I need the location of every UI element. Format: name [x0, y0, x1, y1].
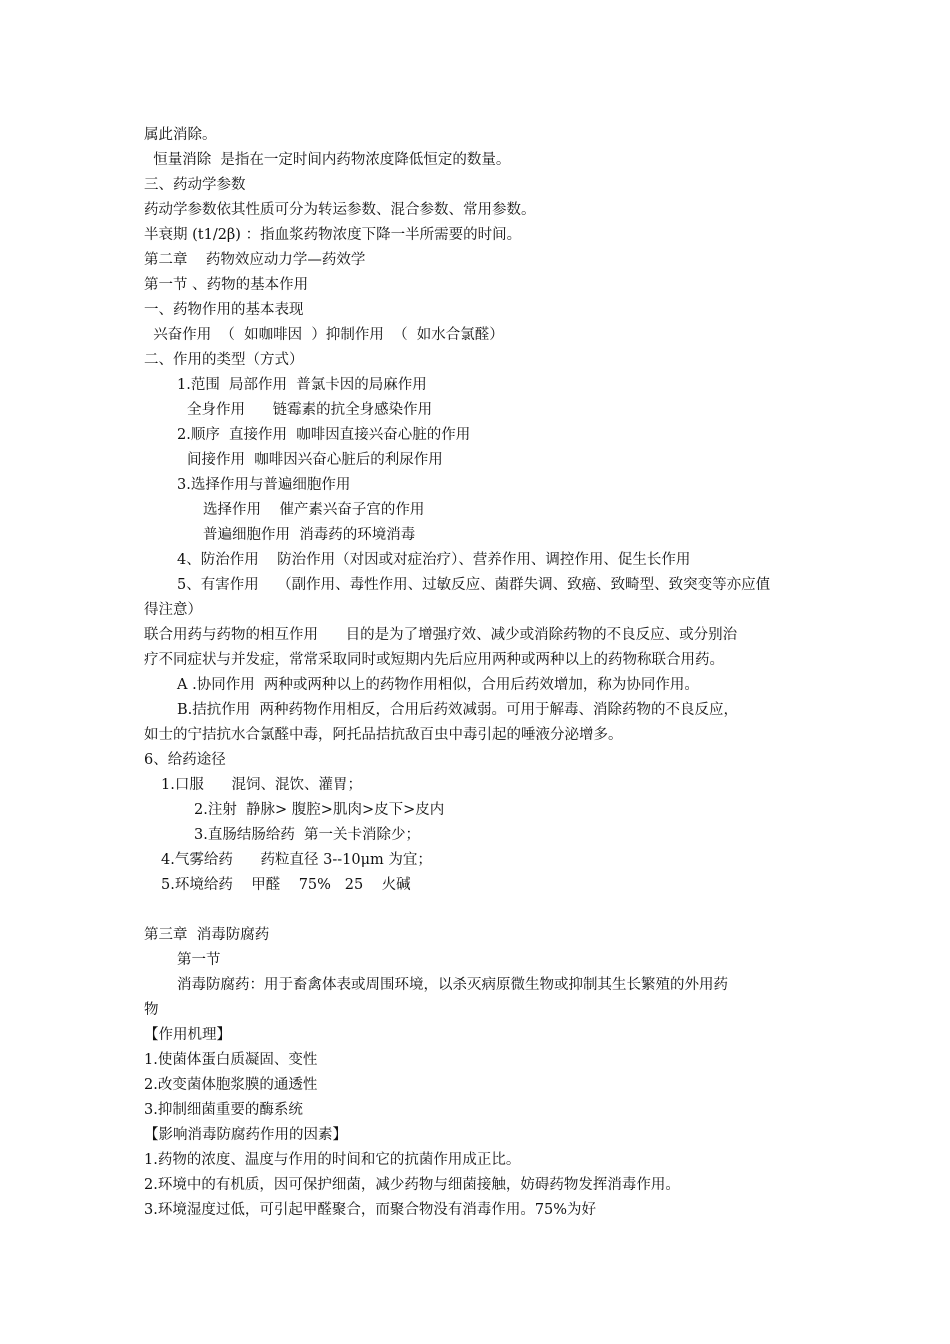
list-item: 5.环境给药 甲醛 75% 25 火碱 [161, 877, 411, 893]
paragraph-line: 如士的宁拮抗水合氯醛中毒，阿托品拮抗敌百虫中毒引起的唾液分泌增多。 [144, 727, 623, 743]
section-heading: 二、作用的类型（方式） [144, 352, 304, 368]
list-item: 全身作用 链霉素的抗全身感染作用 [187, 402, 433, 418]
list-item: 1.口服 混饲、混饮、灌胃； [161, 777, 362, 793]
list-item: 4.气雾给药 药粒直径 3--10μm 为宜； [161, 852, 432, 868]
section-heading: 一、药物作用的基本表现 [144, 302, 304, 318]
section-heading: 【作用机理】 [144, 1027, 231, 1043]
text-line: 恒量消除 是指在一定时间内药物浓度降低恒定的数量。 [144, 152, 511, 168]
text-line: 兴奋作用 （ 如咖啡因 ）抑制作用 （ 如水合氯醛） [144, 327, 504, 343]
list-item: 2.注射 静脉> 腹腔>肌肉>皮下>皮内 [194, 802, 445, 818]
list-item: 间接作用 咖啡因兴奋心脏后的利尿作用 [187, 452, 443, 468]
text-line: 属此消除。 [144, 127, 217, 143]
list-item: B.拮抗作用 两种药物作用相反，合用后药效减弱。可用于解毒、消除药物的不良反应， [177, 702, 738, 718]
list-item: 1.使菌体蛋白质凝固、变性 [144, 1052, 318, 1068]
section-heading: 三、药动学参数 [144, 177, 246, 193]
paragraph-line: 物 [144, 1002, 159, 1018]
list-item: 5、有害作用 （副作用、毒性作用、过敏反应、菌群失调、致癌、致畸型、致突变等亦应值 [177, 577, 771, 593]
list-item: 3.环境湿度过低，可引起甲醛聚合，而聚合物没有消毒作用。75%为好 [144, 1202, 597, 1218]
section-heading: 6、给药途径 [144, 752, 226, 768]
text-line: 药动学参数依其性质可分为转运参数、混合参数、常用参数。 [144, 202, 536, 218]
list-item: 4、防治作用 防治作用（对因或对症治疗）、营养作用、调控作用、促生长作用 [177, 552, 691, 568]
list-item: 3.选择作用与普遍细胞作用 [177, 477, 351, 493]
list-item: 2.改变菌体胞浆膜的通透性 [144, 1077, 318, 1093]
list-item: 1.范围 局部作用 普氯卡因的局麻作用 [177, 377, 427, 393]
chapter-heading: 第二章 药物效应动力学—药效学 [144, 252, 366, 268]
list-item: 选择作用 催产素兴奋子宫的作用 [203, 502, 425, 518]
list-item: 普遍细胞作用 消毒药的环境消毒 [203, 527, 416, 543]
text-line: 半衰期 (t1/2β) ：指血浆药物浓度下降一半所需要的时间。 [144, 227, 522, 243]
section-heading: 第一节 、药物的基本作用 [144, 277, 309, 293]
list-item: 2.环境中的有机质，因可保护细菌，减少药物与细菌接触，妨碍药物发挥消毒作用。 [144, 1177, 680, 1193]
chapter-heading: 第三章 消毒防腐药 [144, 927, 270, 943]
list-item: 1.药物的浓度、温度与作用的时间和它的抗菌作用成正比。 [144, 1152, 521, 1168]
paragraph-line: 消毒防腐药：用于畜禽体表或周围环境，以杀灭病原微生物或抑制其生长繁殖的外用药 [177, 977, 728, 993]
list-item: A .协同作用 两种或两种以上的药物作用相似，合用后药效增加，称为协同作用。 [177, 677, 699, 693]
paragraph-line: 疗不同症状与并发症，常常采取同时或短期内先后应用两种或两种以上的药物称联合用药。 [144, 652, 724, 668]
section-heading: 【影响消毒防腐药作用的因素】 [144, 1127, 347, 1143]
list-item: 3.直肠结肠给药 第一关卡消除少； [194, 827, 421, 843]
text-line: 得注意） [144, 602, 202, 618]
section-heading: 第一节 [177, 952, 221, 968]
paragraph-line: 联合用药与药物的相互作用 目的是为了增强疗效、减少或消除药物的不良反应、或分别治 [144, 627, 738, 643]
list-item: 3.抑制细菌重要的酶系统 [144, 1102, 303, 1118]
list-item: 2.顺序 直接作用 咖啡因直接兴奋心脏的作用 [177, 427, 471, 443]
